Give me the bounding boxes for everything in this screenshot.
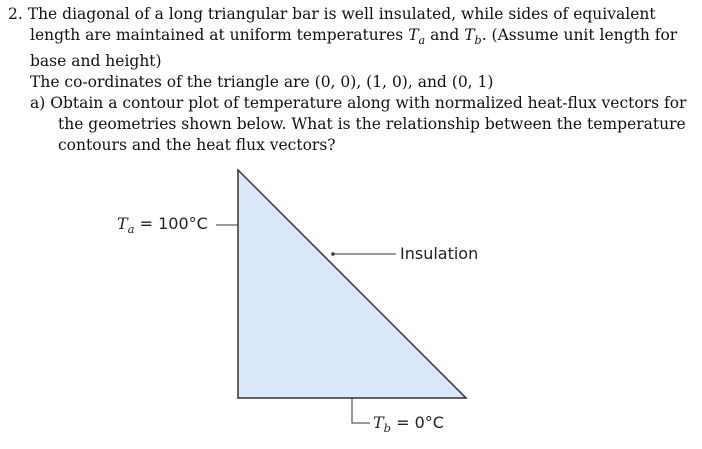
- problem-number: 2.: [8, 5, 23, 23]
- part-a-line-1: a) Obtain a contour plot of temperature along with normalized heat-flux vectors for: [30, 94, 687, 113]
- ta-symbol: T: [408, 26, 419, 44]
- tb-symbol: T: [464, 26, 475, 44]
- triangular-bar: [238, 170, 466, 398]
- problem-line-1: 2. The diagonal of a long triangular bar is well insulated, while sides of equivalent: [8, 5, 656, 23]
- problem-line-2: length are maintained at uniform temperatures $T_a$ and $T_b$. (Assume unit length for: [30, 26, 678, 48]
- tb-label: $T_b = 0^\circ C$: [373, 413, 444, 436]
- part-a-label: a): [30, 94, 46, 113]
- insulation-label: Insulation: [400, 244, 479, 263]
- problem-line-3: base and height): [30, 52, 162, 71]
- ta-label: $T_a = 100^\circ C$: [117, 214, 208, 237]
- insulation-leader-dot: [331, 252, 335, 256]
- part-a-line-2: the geometries shown below. What is the relationship between the temperature: [58, 115, 686, 134]
- problem-line-4: The co-ordinates of the triangle are (0, 0), (1, 0), and (0, 1): [30, 73, 494, 92]
- part-a-line-3: contours and the heat flux vectors?: [58, 136, 336, 155]
- tb-leader-line: [352, 398, 370, 423]
